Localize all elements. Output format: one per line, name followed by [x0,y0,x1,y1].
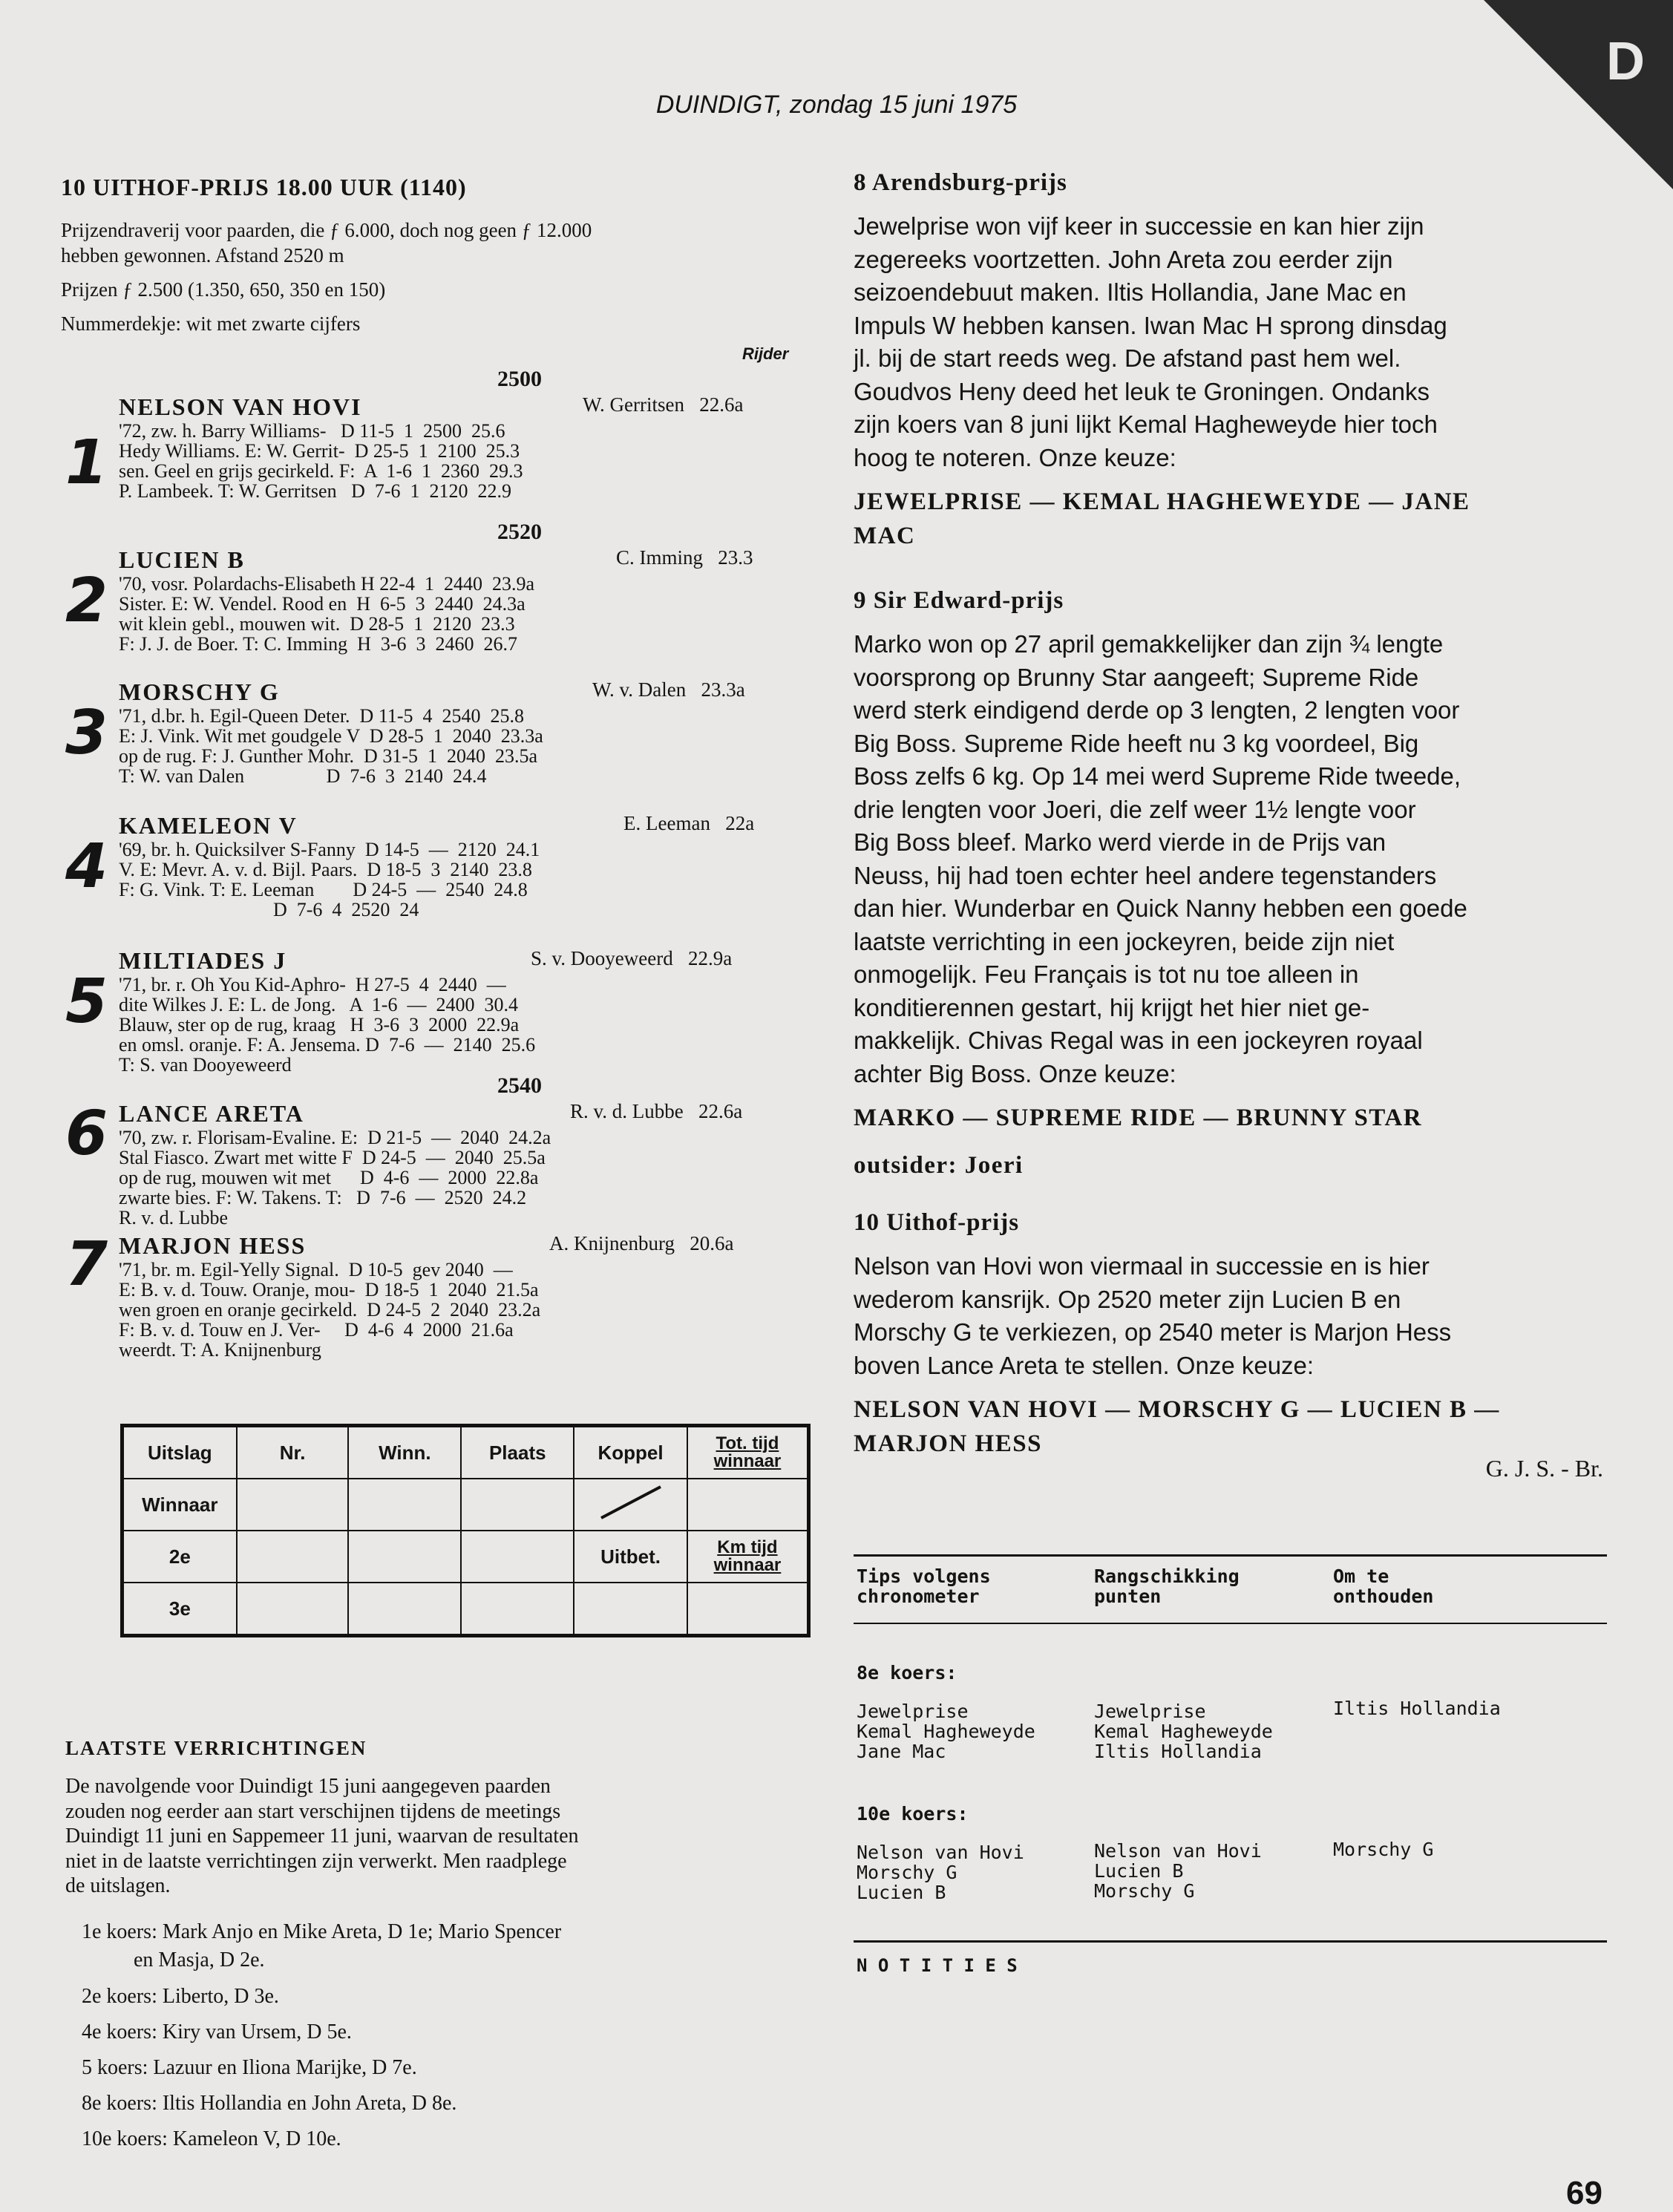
horse-rider: W. Gerritsen 22.6a [583,393,744,416]
horse-line: op de rug, mouwen wit met D 4-6 — 2000 22.8a [119,1167,539,1188]
horse-line: '71, br. m. Egil-Yelly Signal. D 10-5 gev 2040 — [119,1259,513,1280]
intro-line: Duindigt 11 juni en Sappemeer 11 juni, waarvan de resultaten [65,1825,579,1848]
tips-8-col2: Jewelprise Kemal Hagheweyde Iltis Hollandia [1094,1701,1273,1762]
intro-line: zouden nog eerder aan start verschijnen tijdens de meetings [65,1799,561,1823]
horse-line: Blauw, ster op de rug, kraag H 3-6 3 2000 22.9a [119,1014,520,1035]
text-line: werd sterk eindigend derde op 3 lengten, 2 lengten voor [854,696,1460,724]
laatste-title: LAATSTE VERRICHTINGEN [65,1737,367,1759]
horse-entry [119,393,824,501]
horse-line: '70, vosr. Polardachs-Elisabeth H 22-4 1 2440 23.9a [119,573,534,595]
rider-column-label: Rijder [742,344,789,363]
race-numbers: Nummerdekje: wit met zwarte cijfers [61,313,361,335]
horse-line: '71, br. r. Oh You Kid-Aphro- H 27-5 4 2440 — [119,974,506,995]
text-line: Goudvos Heny deed het leuk te Groningen. Ondanks [854,377,1430,405]
horse-line: V. E: Mevr. A. v. d. Bijl. Paars. D 18-5 3 2140 23.8 [119,859,532,880]
text-line: Boss zelfs 6 kg. Op 14 mei werd Supreme Ride tweede, [854,762,1461,790]
text-line: zijn koers van 8 juni lijkt Kemal Hagheweyde hier toch [854,410,1438,438]
table-cell[interactable] [687,1583,809,1636]
tips-header-1: Tips volgens chronometer [857,1565,991,1607]
corner-letter: D [1606,32,1645,91]
horse-line: E: B. v. d. Touw. Oranje, mou- D 18-5 1 2040 21.5a [119,1279,539,1300]
horse-entry [119,812,824,920]
list-item: 10e koers: Kameleon V, D 10e. [82,2127,341,2150]
signature: G. J. S. - Br. [1485,1455,1603,1482]
table-cell[interactable] [687,1479,809,1531]
horse-line: '70, zw. r. Florisam-Evaline. E: D 21-5 — 2040 24.2a [119,1127,551,1148]
horse-line: D 7-6 4 2520 24 [119,899,419,920]
list-item: 1e koers: Mark Anjo en Mike Areta, D 1e; Mario Spencer [82,1920,562,1943]
horse-line: Stal Fiasco. Zwart met witte F D 24-5 — 2040 25.5a [119,1147,546,1168]
horse-entry [119,1232,824,1360]
horse-number: 6 [65,1099,108,1169]
list-item: 2e koers: Liberto, D 3e. [82,1985,279,2008]
distance-label: 2540 [497,1073,542,1098]
horse-number: 2 [65,566,108,636]
list-item: en Masja, D 2e. [82,1948,265,1972]
text-line: Marko won op 27 april gemakkelijker dan zijn ¾ lengte [854,630,1444,658]
picks-8 [854,485,1611,553]
horse-line: F: J. J. de Boer. T: C. Imming H 3-6 3 2460 26.7 [119,633,518,655]
horse-name: KAMELEON V [119,812,298,839]
horse-name: NELSON VAN HOVI [119,393,362,420]
horse-line: zwarte bies. F: W. Takens. T: D 7-6 — 2520 24.2 [119,1187,527,1208]
horse-line: '72, zw. h. Barry Williams- D 11-5 1 2500 25.6 [119,420,505,442]
horse-line: Hedy Williams. E: W. Gerrit- D 25-5 1 2100 25.3 [119,440,520,462]
horse-entry [119,1100,824,1228]
list-item: 4e koers: Kiry van Ursem, D 5e. [82,2020,352,2044]
horse-number: 3 [65,698,108,768]
horse-name: MARJON HESS [119,1232,307,1259]
horse-entry [119,546,824,654]
divider [854,1623,1607,1624]
race-title: 10 UITHOF-PRIJS 18.00 UUR (1140) [61,174,467,200]
text-line: Neuss, hij had toen echter heel andere tegenstanders [854,861,1437,889]
race-description [61,217,818,336]
text-line: achter Big Boss. Onze keuze: [854,1059,1176,1087]
intro-line: De navolgende voor Duindigt 15 juni aangegeven paarden [65,1775,551,1798]
koppel-cell[interactable] [574,1479,687,1531]
horse-name: LANCE ARETA [119,1100,304,1127]
text-line: voorsprong op Brunny Star aangeeft; Supreme Ride [854,663,1419,691]
text-line: jl. bij de start reeds weg. De afstand past hem wel. [854,344,1401,372]
section-text-10 [854,1250,1611,1382]
text-line: zegereeks voortzetten. John Areta zou eerder zijn [854,245,1393,273]
outsider: outsider: Joeri [854,1152,1024,1179]
table-row-label: 2e [122,1531,237,1583]
horse-rider: R. v. d. Lubbe 22.6a [570,1100,743,1122]
text-line: onmogelijk. Feu Français is tot nu toe alleen in [854,961,1359,988]
picks-line: NELSON VAN HOVI — MORSCHY G — LUCIEN B — [854,1396,1500,1423]
text-line: laatste verrichting in een jockeyren, beide zijn niet [854,927,1395,955]
tips-8-col1: Jewelprise Kemal Hagheweyde Jane Mac [857,1701,1035,1762]
horse-line: wen groen en oranje gecirkeld. D 24-5 2 2040 23.2a [119,1299,541,1321]
horse-line: T: S. van Dooyeweerd [119,1054,292,1076]
page-number: 69 [1566,2175,1602,2211]
divider [854,1940,1607,1943]
horse-line: Sister. E: W. Vendel. Rood en H 6-5 3 2440 24.3a [119,593,526,615]
table-cell[interactable] [237,1583,349,1636]
table-cell[interactable] [348,1531,461,1583]
table-cell[interactable] [461,1583,574,1636]
race-desc-line: Prijzendraverij voor paarden, die ƒ 6.000, doch nog geen ƒ 12.000 [61,219,592,241]
section-text-8 [854,210,1611,474]
distance-label: 2520 [497,520,542,544]
text-line: Nelson van Hovi won viermaal in successie en is hier [854,1252,1430,1280]
table-cell[interactable] [237,1479,349,1531]
laatste-intro [65,1774,815,1899]
horse-line: dite Wilkes J. E: L. de Jong. A 1-6 — 2400 30.4 [119,994,518,1015]
table-label: Km tijd winnaar [687,1531,809,1583]
section-title-10: 10 Uithof-prijs [854,1209,1020,1236]
horse-line: '71, d.br. h. Egil-Queen Deter. D 11-5 4 2540 25.8 [119,705,525,727]
page-header: DUINDIGT, zondag 15 juni 1975 [655,91,1018,119]
table-header: Uitslag [122,1426,237,1479]
horse-number: 4 [65,831,108,902]
horse-line: wit klein gebl., mouwen wit. D 28-5 1 2120 23.3 [119,613,515,635]
intro-line: de uitslagen. [65,1874,171,1897]
text-line: Impuls W hebben kansen. Iwan Mac H sprong dinsdag [854,311,1447,339]
table-cell[interactable] [237,1531,349,1583]
divider [854,1554,1607,1557]
right-column [854,169,1611,1482]
tips-10-col3: Morschy G [1333,1839,1434,1860]
horse-number: 5 [65,966,108,1037]
picks-9: MARKO — SUPREME RIDE — BRUNNY STAR [854,1105,1423,1131]
horse-line: R. v. d. Lubbe [119,1207,229,1228]
table-cell[interactable] [574,1583,687,1636]
horse-entry [119,947,824,1075]
table-cell[interactable] [348,1583,461,1636]
picks-line: MARJON HESS [854,1430,1042,1457]
table-cell[interactable] [461,1531,574,1583]
tips-header-3: Om te onthouden [1333,1565,1434,1607]
table-header: Koppel [574,1426,687,1479]
horse-number: 1 [65,428,108,498]
text-line: konditierennen gestart, hij krijgt het hier niet ge- [854,993,1370,1021]
horse-line: F: B. v. d. Touw en J. Ver- D 4-6 4 2000 21.6a [119,1319,514,1341]
list-item: 8e koers: Iltis Hollandia en John Areta, D 8e. [82,2092,457,2115]
text-line: Big Boss. Supreme Ride heeft nu 3 kg voordeel, Big [854,729,1419,757]
horse-name: LUCIEN B [119,546,245,573]
text-line: drie lengten voor Joeri, die zelf weer 1½ lengte voor [854,795,1416,823]
text-line: Morschy G te verkiezen, op 2540 meter is Marjon Hess [854,1318,1452,1346]
section-title-8: 8 Arendsburg-prijs [854,169,1067,196]
tips-8-label: 8e koers: [857,1662,957,1683]
table-header: Plaats [461,1426,574,1479]
text-line: Big Boss bleef. Marko werd vierde in de Prijs van [854,828,1386,856]
tips-header-2: Rangschikking punten [1094,1565,1240,1607]
text-line: dan hier. Wunderbar en Quick Nanny hebben een goede [854,894,1467,922]
horse-line: weerdt. T: A. Knijnenburg [119,1339,321,1361]
tips-8-col3: Iltis Hollandia [1333,1698,1501,1719]
table-row-label: Winnaar [122,1479,237,1531]
race-desc-line: hebben gewonnen. Afstand 2520 m [61,244,344,266]
horse-entry [119,678,824,786]
tips-10-col1: Nelson van Hovi Morschy G Lucien B [857,1842,1024,1903]
horse-line: '69, br. h. Quicksilver S-Fanny D 14-5 — 2120 24.1 [119,839,540,860]
text-line: Jewelprise won vijf keer in successie en kan hier zijn [854,212,1424,240]
horse-rider: E. Leeman 22a [623,812,755,834]
distance-label: 2500 [497,367,542,391]
tips-10-col2: Nelson van Hovi Lucien B Morschy G [1094,1840,1262,1902]
picks-line: JEWELPRISE — KEMAL HAGHEWEYDE — JANE [854,488,1470,515]
text-line: boven Lance Areta te stellen. Onze keuze: [854,1351,1314,1379]
tips-10-label: 10e koers: [857,1803,969,1825]
laatste-list [82,1918,816,2151]
intro-line: niet in de laatste verrichtingen zijn verwerkt. Men raadplege [65,1849,567,1873]
horse-name: MORSCHY G [119,678,280,705]
horse-rider: C. Imming 23.3 [616,546,753,569]
horse-line: P. Lambeek. T: W. Gerritsen D 7-6 1 2120 22.9 [119,480,512,502]
table-header: Winn. [348,1426,461,1479]
horse-line: F: G. Vink. T: E. Leeman D 24-5 — 2540 24.8 [119,879,528,900]
list-item: 5 koers: Lazuur en Iliona Marijke, D 7e. [82,2056,417,2079]
table-cell[interactable] [348,1479,461,1531]
horse-name: MILTIADES J [119,947,287,974]
horse-line: sen. Geel en grijs gecirkeld. F: A 1-6 1 2360 29.3 [119,460,523,482]
section-title-9: 9 Sir Edward-prijs [854,587,1064,614]
race-prizes: Prijzen ƒ 2.500 (1.350, 650, 350 en 150) [61,278,386,301]
horse-line: en omsl. oranje. F: A. Jensema. D 7-6 — 2140 25.6 [119,1034,536,1056]
picks-10 [854,1393,1611,1461]
table-label: Uitbet. [574,1531,687,1583]
text-line: makkelijk. Chivas Regal was in een jockeyren royaal [854,1027,1423,1054]
horse-rider: W. v. Dalen 23.3a [592,678,745,701]
horse-line: op de rug. F: J. Gunther Mohr. D 31-5 1 2040 23.5a [119,745,538,767]
table-header: Tot. tijd winnaar [687,1426,809,1479]
text-line: seizoendebuut maken. Iltis Hollandia, Jane Mac en [854,278,1407,306]
text-line: hoog te noteren. Onze keuze: [854,443,1176,471]
table-cell[interactable] [461,1479,574,1531]
horse-number: 7 [65,1229,108,1300]
table-row-label: 3e [122,1583,237,1636]
horse-rider: S. v. Dooyeweerd 22.9a [531,947,733,969]
horse-line: E: J. Vink. Wit met goudgele V D 28-5 1 2040 23.3a [119,725,543,747]
table-header: Nr. [237,1426,349,1479]
text-line: wederom kansrijk. Op 2520 meter zijn Lucien B en [854,1285,1401,1313]
section-text-9 [854,628,1611,1090]
result-table [120,1424,811,1637]
diagonal-slash-icon [594,1484,668,1521]
horse-rider: A. Knijnenburg 20.6a [549,1232,734,1254]
notities-label: N O T I T I E S [857,1955,1018,1976]
picks-line: MAC [854,523,916,549]
horse-line: T: W. van Dalen D 7-6 3 2140 24.4 [119,765,487,787]
